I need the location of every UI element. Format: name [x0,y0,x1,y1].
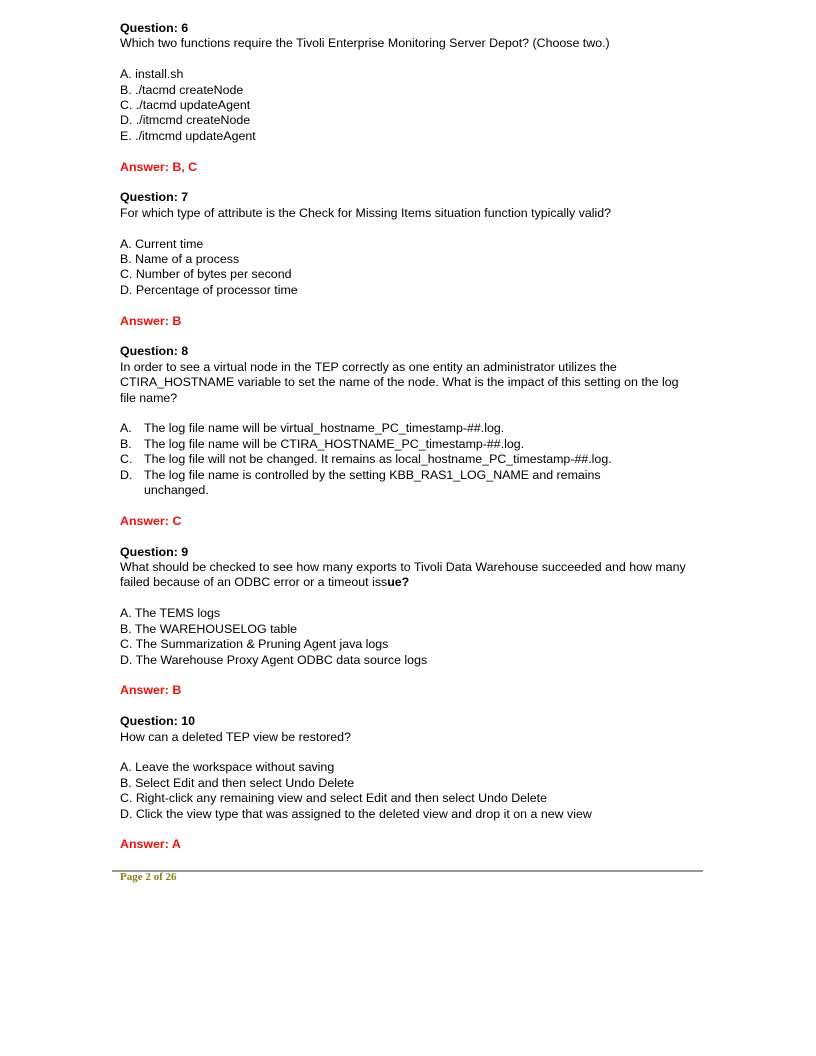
option: D. ./itmcmd createNode [120,113,251,128]
question-block [120,21,700,190]
footer-divider [112,870,703,872]
option: A. Leave the workspace without saving [120,760,335,775]
option: A. install.sh [120,67,184,82]
question-text: Which two functions require the Tivoli Enterprise Monitoring Server Depot? (Choose two.) [120,36,610,51]
option-text: The log file will not be changed. It remains as local_hostname_PC_timestamp-##.log. [144,452,612,467]
option: C. Number of bytes per second [120,267,292,282]
question-text: In order to see a virtual node in the TEP correctly as one entity an administrator utilizes the CTIRA_HOSTNAME variable to set the name of the node. What is the impact of this setting on the log file name? [120,359,679,405]
option: D. The Warehouse Proxy Agent ODBC data source logs [120,652,428,667]
option: E. ./itmcmd updateAgent [120,128,256,143]
question-block [120,545,700,714]
question-text-main: What should be checked to see how many exports to Tivoli Data Warehouse succeeded and how many failed because of an ODBC error or a timeout iss [120,560,686,590]
answer: Answer: B [120,683,182,698]
option-label: D. [120,467,133,482]
question-heading: Question: 6 [120,21,189,35]
question-heading: Question: 7 [120,190,189,205]
option-label: C. [120,452,133,467]
option [120,421,700,436]
document-body [120,21,700,853]
option-text: The log file name will be CTIRA_HOSTNAME_PC_timestamp-##.log. [144,436,525,451]
option: B. Select Edit and then select Undo Delete [120,775,355,790]
option: C. ./tacmd updateAgent [120,98,251,113]
answer: Answer: B, C [120,159,198,174]
option: B. ./tacmd createNode [120,82,244,97]
option-label: B. [120,436,132,451]
question-heading: Question: 9 [120,544,189,559]
question-text-bold: ue? [387,575,410,590]
page-number: Page 2 of 26 [120,871,177,883]
question-heading: Question: 8 [120,344,189,359]
answer: Answer: C [120,513,182,528]
option-label: A. [120,421,132,436]
option: C. Right-click any remaining view and select Edit and then select Undo Delete [120,791,548,806]
question-block [120,190,700,344]
answer: Answer: B [120,313,182,328]
option: A. Current time [120,236,204,251]
option: C. The Summarization & Pruning Agent java logs [120,637,389,652]
option: B. The WAREHOUSELOG table [120,621,297,636]
option [120,437,700,452]
option: B. Name of a process [120,252,240,267]
option: D. Click the view type that was assigned to the deleted view and drop it on a new view [120,806,592,821]
question-text [120,560,695,591]
option [120,468,644,499]
option [120,452,700,467]
option: A. The TEMS logs [120,606,221,621]
question-block [120,714,700,853]
option: D. Percentage of processor time [120,282,298,297]
option-text: The log file name is controlled by the setting KBB_RAS1_LOG_NAME and remains unchanged. [144,467,601,498]
question-text: How can a deleted TEP view be restored? [120,729,351,744]
answer: Answer: A [120,837,181,852]
option-list [120,421,700,498]
question-block [120,344,700,544]
question-text: For which type of attribute is the Check for Missing Items situation function typically valid? [120,205,612,220]
question-heading: Question: 10 [120,714,196,729]
option-text: The log file name will be virtual_hostname_PC_timestamp-##.log. [144,421,505,436]
